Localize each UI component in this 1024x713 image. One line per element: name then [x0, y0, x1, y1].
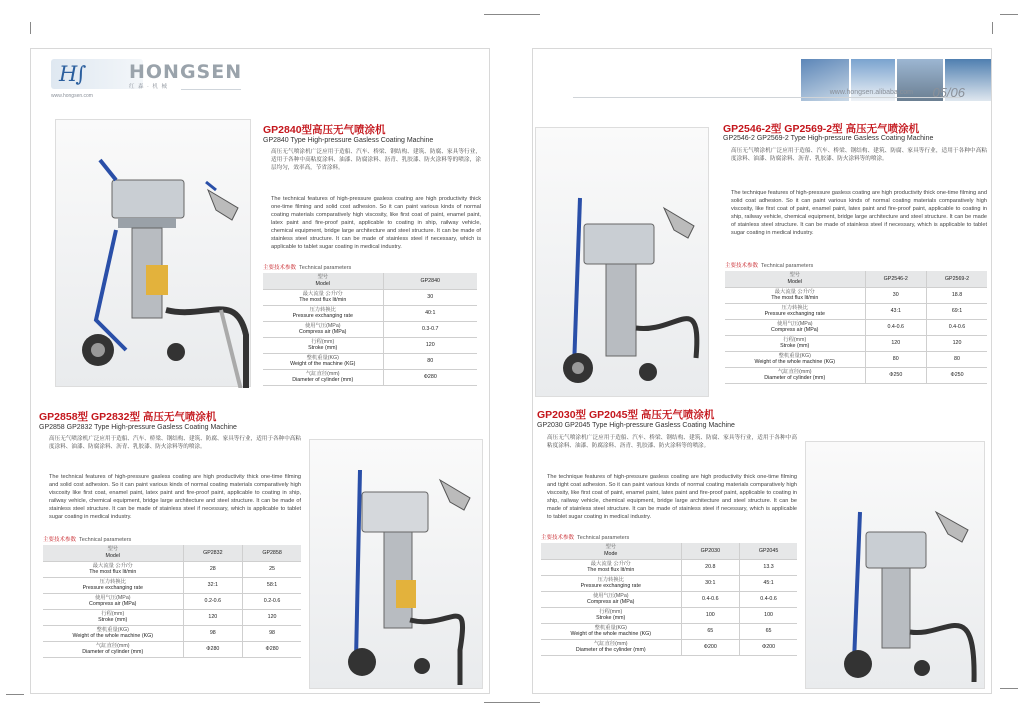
table-row	[725, 319, 987, 335]
row-label-en: Stroke (mm)	[596, 615, 626, 621]
table-cell: Φ280	[183, 641, 243, 657]
table-cell	[725, 367, 865, 383]
table-cell: GP2045	[740, 543, 797, 559]
row-label-cn: 最大流量 公升/分	[590, 560, 631, 567]
table-row	[43, 561, 301, 577]
row-label-cn: 气缸直径(mm)	[777, 368, 812, 375]
row-label-en: The most flux lit/min	[299, 297, 347, 303]
product-subtitle: GP2858 GP2832 Type High-pressure Gasless Coating Machine	[39, 424, 237, 431]
row-label-en: Diameter of cylinder (mm)	[292, 377, 354, 383]
table-cell	[725, 303, 865, 319]
row-label-cn: 压力转换比	[781, 304, 808, 311]
table-cell	[263, 321, 383, 337]
row-label-cn: 行程(mm)	[101, 610, 125, 617]
crop-mark-top	[484, 14, 540, 15]
table-cell: 0.2-0.6	[243, 593, 301, 609]
table-cell: 0.4-0.6	[927, 319, 987, 335]
row-label-cn: 整机重量(KG)	[778, 352, 811, 359]
table-cell	[43, 641, 183, 657]
table-cell: 100	[740, 607, 797, 623]
table-cell: 30:1	[681, 575, 740, 591]
table-cell: 120	[383, 337, 477, 353]
crop-mark-bottom-right	[1000, 688, 1018, 689]
parameters-heading-cn: 主要技术参数	[263, 265, 297, 271]
table-cell	[43, 625, 183, 641]
table-cell: Φ280	[243, 641, 301, 657]
spec-table-gp2030-gp2045	[541, 543, 797, 656]
page-left	[30, 48, 490, 694]
product-description-en: > The technique features of high-pressure gasless coating are high productivity thick one-time filming and solid coat adhesion. So it can paint various kinds of normal coating materials comparatively high viscosity, like first coat of paint, enamel paint, latex paint and fire-proof paint, applicable to coating in ship, railway vehicle, chemical equipment, bridge large architecture and steel structure. It can be made of stainless steel structure. It can be made of stainless steel if necessary, which is applicable to tablet sugar coating in medical industry.	[731, 189, 987, 255]
row-label-cn: 行程(mm)	[311, 338, 335, 345]
table-row	[725, 303, 987, 319]
table-row	[541, 559, 797, 575]
row-label-en: Stroke (mm)	[308, 345, 338, 351]
product-image-gp2030	[805, 441, 985, 689]
row-label-cn: 压力转换比	[99, 578, 126, 585]
row-label-cn: 使用气压(MPa)	[304, 322, 341, 329]
table-cell: 20.8	[681, 559, 740, 575]
table-cell: 40:1	[383, 305, 477, 321]
table-cell: 0.4-0.6	[865, 319, 927, 335]
row-label-en: Compress air (MPa)	[89, 601, 137, 607]
table-cell: Φ200	[740, 639, 797, 655]
row-label-en: The most flux lit/min	[89, 569, 137, 575]
table-cell	[43, 593, 183, 609]
table-cell	[725, 287, 865, 303]
row-label-en: Diameter of cylinder (mm)	[764, 375, 826, 381]
product-subtitle: GP2546-2 GP2569-2 Type High-pressure Gasless Coating Machine	[723, 135, 934, 142]
brand-name: HONGSEN	[129, 61, 243, 83]
product-description-cn: > 高压无气喷涂机广泛应用于造船、汽车、桥梁、钢结构、建筑、防腐、家具等行业，适用于各种中高粘度涂料、油漆、防腐涂料、沥青、乳胶漆、防火涂料等的喷涂。	[547, 434, 797, 468]
table-row	[725, 287, 987, 303]
parameters-heading-en: Technical parameters	[577, 535, 630, 541]
table-cell: GP2840	[383, 273, 477, 289]
table-cell: 32:1	[183, 577, 243, 593]
table-row	[43, 577, 301, 593]
page-right	[532, 48, 992, 694]
table-cell: 0.2-0.6	[183, 593, 243, 609]
parameters-heading-en: Technical parameters	[79, 537, 132, 543]
table-cell	[43, 545, 183, 561]
sprayer-illustration	[310, 440, 484, 690]
table-cell: 43:1	[865, 303, 927, 319]
table-cell: 58:1	[243, 577, 301, 593]
table-cell: 18.8	[927, 287, 987, 303]
parameters-heading	[43, 535, 131, 543]
divider	[181, 89, 241, 90]
row-label-cn: 气缸直径(mm)	[593, 640, 628, 647]
table-cell: 13.3	[740, 559, 797, 575]
row-label-en: Stroke (mm)	[780, 343, 810, 349]
table-cell	[725, 271, 865, 287]
table-row	[725, 367, 987, 383]
table-cell: 120	[865, 335, 927, 351]
row-label-cn: 最大流量 公升/分	[774, 288, 815, 295]
table-row	[263, 321, 477, 337]
logo-mark: H∫	[59, 62, 85, 86]
table-cell: 120	[243, 609, 301, 625]
table-cell	[725, 319, 865, 335]
row-label-en: Pressure exchanging rate	[82, 585, 143, 591]
table-cell: 98	[243, 625, 301, 641]
table-cell	[541, 639, 681, 655]
table-row	[725, 335, 987, 351]
product-description-en: > The technical features of high-pressure gasless coating are high productivity thick one-time filming and solid cost adhesion. So it can paint various kinds of normal coating materials comparatively high viscosity like first coat, enamel paint, latex paint and fire-proof paint, applicable to coating in ship, railway vehicle, chemical equipment, bridge large architecture and steel structure. It can be made of stainless steel structure. It can be made of stainless steel if necessary, which is applicable to tablet sugar coating in medical industry.	[49, 473, 301, 531]
row-label-en: Weight of the whole machine (KG)	[72, 633, 154, 639]
table-cell	[725, 351, 865, 367]
product-description-cn: > 高压无气喷涂机广泛应用于造船、汽车、桥梁、钢结构、建筑、防腐、家具等行业，适用于各种中高粘度涂料、油漆、防腐涂料、沥青、乳胶漆、防火涂料等的喷涂。	[49, 435, 301, 469]
table-row	[541, 623, 797, 639]
table-row	[263, 369, 477, 385]
table-cell: 0.4-0.6	[681, 591, 740, 607]
model-label-cn: 型号	[107, 546, 119, 553]
table-cell	[541, 591, 681, 607]
sprayer-illustration	[536, 128, 710, 398]
row-label-cn: 整机重量(KG)	[594, 624, 627, 631]
product-description-en: > The technique features of high-pressure gasless coating are high productivity thick one-time filming and tight coat adhesion. So it can paint various kinds of normal coating materials comparatively high viscosity, like first coat of paint, enamel paint, latex paint and fire-proof paint, applicable to coating in ship, railway vehicle, chemical equipment, bridge large architecture and steel structure. It can be made of stainless steel structure. It can be made of stainless steel if necessary, which is applicable to tablet sugar coating in medical industry.	[547, 473, 797, 531]
table-cell	[43, 561, 183, 577]
row-label-en: Pressure exchanging rate	[580, 583, 641, 589]
model-label-en: Model	[787, 278, 802, 285]
table-cell	[541, 575, 681, 591]
row-label-cn: 气缸直径(mm)	[305, 370, 340, 377]
row-label-cn: 气缸直径(mm)	[95, 642, 130, 649]
table-row	[725, 351, 987, 367]
parameters-heading-cn: 主要技术参数	[43, 537, 77, 543]
model-label-cn: 型号	[789, 272, 801, 279]
crop-mark-right	[1000, 14, 1018, 15]
row-label-cn: 压力转换比	[597, 576, 624, 583]
row-label-en: Weight of the whole machine (KG)	[754, 359, 836, 365]
table-row	[43, 593, 301, 609]
spec-table-gp2858-gp2832	[43, 545, 301, 658]
product-subtitle: GP2840 Type High-pressure Gasless Coating Machine	[263, 137, 434, 144]
row-label-en: Pressure exchanging rate	[292, 313, 353, 319]
product-title: GP2858型 GP2832型 高压无气喷涂机	[39, 411, 217, 423]
product-title: GP2840型高压无气喷涂机	[263, 124, 386, 136]
row-label-en: The most flux lit/min	[771, 295, 819, 301]
table-cell: 80	[927, 351, 987, 367]
sprayer-illustration	[56, 120, 252, 388]
product-image-gp2546	[535, 127, 709, 397]
table-header-row	[541, 543, 797, 559]
row-label-cn: 最大流量 公升/分	[302, 290, 343, 297]
table-cell	[263, 273, 383, 289]
table-row	[263, 337, 477, 353]
table-cell: 120	[183, 609, 243, 625]
row-label-en: Diameter of the cylinder (mm)	[575, 647, 646, 653]
table-row	[43, 625, 301, 641]
product-subtitle: GP2030 GP2045 Type High-pressure Gasless Coating Machine	[537, 422, 735, 429]
table-cell: Φ250	[927, 367, 987, 383]
table-cell	[263, 353, 383, 369]
table-header-row	[725, 271, 987, 287]
table-row	[541, 639, 797, 655]
brand-subtitle: 红 森 · 机 械	[129, 84, 168, 90]
table-cell: GP2858	[243, 545, 301, 561]
table-cell	[263, 369, 383, 385]
table-cell: 0.3-0.7	[383, 321, 477, 337]
divider	[573, 97, 961, 98]
table-cell: 25	[243, 561, 301, 577]
table-cell	[263, 337, 383, 353]
table-cell: 65	[681, 623, 740, 639]
table-cell	[43, 577, 183, 593]
table-cell	[263, 289, 383, 305]
row-label-cn: 整机重量(KG)	[306, 354, 339, 361]
row-label-cn: 最大流量 公升/分	[92, 562, 133, 569]
parameters-heading	[725, 261, 813, 269]
row-label-en: Weight of the whole machine (KG)	[570, 631, 652, 637]
table-cell: 120	[927, 335, 987, 351]
parameters-heading-en: Technical parameters	[761, 263, 814, 269]
brand-url: www.hongsen.com	[51, 93, 93, 99]
sprayer-illustration	[806, 442, 986, 690]
product-title: GP2030型 GP2045型 高压无气喷涂机	[537, 409, 715, 421]
table-cell: Φ250	[865, 367, 927, 383]
model-label-cn: 型号	[317, 274, 329, 281]
table-cell: GP2546-2	[865, 271, 927, 287]
table-cell: 98	[183, 625, 243, 641]
table-row	[263, 305, 477, 321]
table-header-row	[263, 273, 477, 289]
crop-mark-bottom	[484, 702, 540, 703]
row-label-en: Compress air (MPa)	[771, 327, 819, 333]
website-url: www.hongsen.alibaba.com	[829, 89, 913, 96]
table-row	[541, 607, 797, 623]
table-row	[43, 641, 301, 657]
parameters-heading-cn: 主要技术参数	[541, 535, 575, 541]
row-label-en: Compress air (MPa)	[299, 329, 347, 335]
table-cell: 0.4-0.6	[740, 591, 797, 607]
table-cell	[541, 559, 681, 575]
product-image-gp2840	[55, 119, 251, 387]
table-cell: 45:1	[740, 575, 797, 591]
row-label-cn: 使用气压(MPa)	[592, 592, 629, 599]
table-cell	[541, 623, 681, 639]
table-cell: 65	[740, 623, 797, 639]
spec-table-gp2546-gp2569	[725, 271, 987, 384]
row-label-cn: 整机重量(KG)	[96, 626, 129, 633]
table-cell: Φ200	[681, 639, 740, 655]
table-cell: 100	[681, 607, 740, 623]
table-cell: 80	[865, 351, 927, 367]
table-cell: 28	[183, 561, 243, 577]
parameters-heading	[263, 263, 351, 271]
product-description-en: > The technical features of high-pressure gasless coating are high productivity thick one-time filming and solid cost adhesion. So it can paint various kinds of normal coating materials comparatively high viscosity, like first coat of paint, enamel paint, latex paint and fire-proof paint, applicable to coating in ship, railway vehicle, chemical equipment, bridge large architecture and steel structure. It can be made of stainless steel structure. It can be made of stainless steel if necessary, which is applicable to tablet sugar coating in medical industry.	[271, 195, 481, 259]
model-label-en: Model	[105, 552, 120, 559]
table-cell: GP2569-2	[927, 271, 987, 287]
table-row	[43, 609, 301, 625]
row-label-cn: 使用气压(MPa)	[94, 594, 131, 601]
row-label-cn: 使用气压(MPa)	[776, 320, 813, 327]
table-cell	[541, 543, 681, 559]
table-cell: Φ280	[383, 369, 477, 385]
row-label-en: Stroke (mm)	[98, 617, 128, 623]
table-row	[263, 289, 477, 305]
row-label-cn: 行程(mm)	[783, 336, 807, 343]
table-row	[263, 353, 477, 369]
model-label-cn: 型号	[605, 544, 617, 551]
row-label-cn: 压力转换比	[309, 306, 336, 313]
row-label-en: Pressure exchanging rate	[764, 311, 825, 317]
table-cell: 80	[383, 353, 477, 369]
table-header-row	[43, 545, 301, 561]
product-description-cn: > 高压无气喷涂机广泛应用于造船、汽车、桥梁、钢结构、建筑、防腐、家具等行业，适用于各种中高粘度涂料、油漆、防腐涂料、沥青、乳胶漆、防火涂料等的喷涂，涂层均匀，效率高，节省涂料。	[271, 148, 481, 190]
model-label-en: Model	[315, 280, 330, 287]
table-row	[541, 575, 797, 591]
parameters-heading-en: Technical parameters	[299, 265, 352, 271]
table-cell: 69:1	[927, 303, 987, 319]
product-description-cn: > 高压无气喷涂机广泛应用于造船、汽车、桥梁、钢结构、建筑、防腐、家具等行业，适用于各种中高粘度涂料、油漆、防腐涂料、沥青、乳胶漆、防火涂料等的喷涂。	[731, 147, 987, 181]
page-number: 05/06	[932, 85, 965, 100]
table-cell: GP2030	[681, 543, 740, 559]
table-cell	[263, 305, 383, 321]
row-label-en: Diameter of cylinder (mm)	[82, 649, 144, 655]
parameters-heading	[541, 533, 629, 541]
header-right	[533, 49, 991, 109]
crop-mark-top-right	[992, 22, 993, 34]
table-cell	[541, 607, 681, 623]
row-label-en: Compress air (MPa)	[587, 599, 635, 605]
crop-mark-top-left	[30, 22, 31, 34]
table-cell	[43, 609, 183, 625]
row-label-en: Weight of the machine (KG)	[290, 361, 356, 367]
table-cell	[725, 335, 865, 351]
row-label-cn: 行程(mm)	[599, 608, 623, 615]
crop-mark-left	[6, 694, 24, 695]
table-cell: 30	[865, 287, 927, 303]
model-label-en: Mode	[604, 550, 618, 557]
product-image-gp2858	[309, 439, 483, 689]
table-cell: GP2832	[183, 545, 243, 561]
table-row	[541, 591, 797, 607]
table-cell: 30	[383, 289, 477, 305]
product-title: GP2546-2型 GP2569-2型 高压无气喷涂机	[723, 123, 920, 135]
parameters-heading-cn: 主要技术参数	[725, 263, 759, 269]
header-left	[31, 49, 489, 109]
spec-table-gp2840	[263, 273, 477, 386]
row-label-en: The most flux lit/min	[587, 567, 635, 573]
